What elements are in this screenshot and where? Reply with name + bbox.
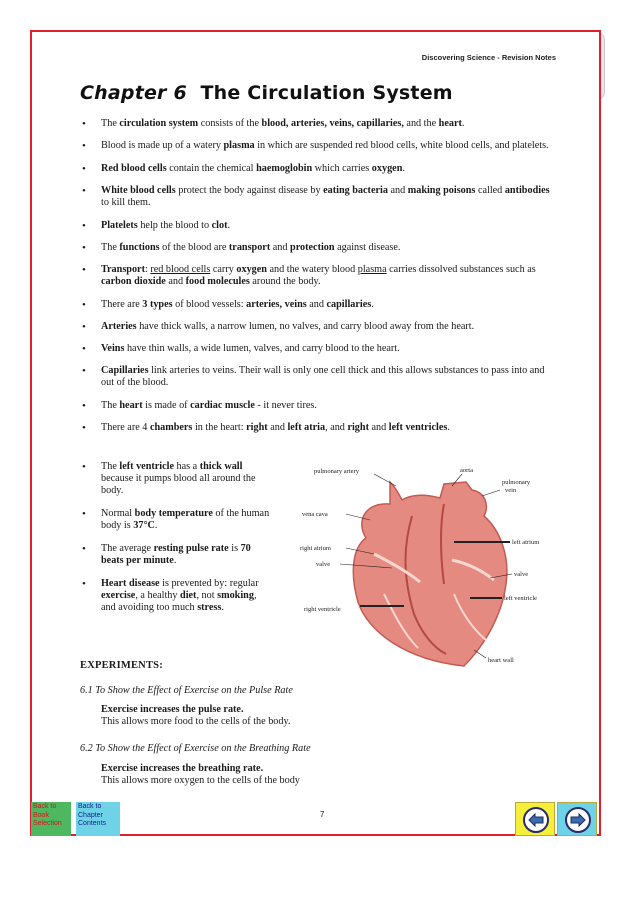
bullet-item-text: Capillaries <box>101 365 149 376</box>
side-bullet-item-text: has a <box>173 461 200 472</box>
next-page-button[interactable] <box>557 802 597 836</box>
bullet-item-text: left ventricles <box>388 422 448 433</box>
bullet-item-text: and <box>306 299 327 310</box>
bullet-item-text: protect the body against disease by <box>175 185 324 196</box>
side-bullet-item-text: The <box>101 461 120 472</box>
label-aorta: aorta <box>460 467 473 474</box>
forward-arrow-icon <box>564 806 592 834</box>
label-left-ventricle: left ventricle <box>504 595 538 602</box>
bullet-item-text: chambers <box>149 422 193 433</box>
bullet-item-text: have thick walls, a narrow lumen, no valves, and carry blood away from the heart. <box>136 321 475 332</box>
label-pulmonary-artery: pulmonary artery <box>314 468 359 475</box>
back-to-chapter-contents-button[interactable]: Back to Chapter Contents <box>76 802 120 836</box>
bullet-item-text: left atria <box>287 422 326 433</box>
bullet-item-text: food molecules <box>185 276 250 287</box>
bullet-item-text: and <box>270 242 291 253</box>
bullet-item-13 <box>82 422 552 434</box>
bullet-item-text: eating bacteria <box>323 185 388 196</box>
side-bullet-item-text: diet <box>180 590 197 601</box>
side-bullet-item-text: . <box>221 602 224 613</box>
chapter-name: The Circulation System <box>200 82 453 104</box>
experiment-body-2 <box>101 763 300 787</box>
bullet-item-text: of blood vessels: <box>172 299 247 310</box>
side-bullet-item-text: because it pumps blood all around the body. <box>101 473 256 496</box>
bullet-item-text: . <box>461 118 465 129</box>
bullet-item-4 <box>82 185 552 209</box>
label-heart-wall: heart wall <box>488 657 514 664</box>
heart-diagram <box>294 464 556 674</box>
bullet-item-text: and <box>387 185 408 196</box>
bullet-item-text: haemoglobin <box>256 163 313 174</box>
bullet-item-text: Platelets <box>101 220 138 231</box>
bullet-item-6 <box>82 242 552 254</box>
side-bullet-item-text: left ventricle <box>119 461 174 472</box>
bullet-item-text: cardiac muscle <box>190 400 255 411</box>
bullet-item-text: to kill them. <box>101 197 151 208</box>
previous-page-button[interactable] <box>515 802 555 836</box>
back-to-book-selection-button[interactable]: Back to Book Selection <box>31 802 71 836</box>
bullet-item-text: Arteries <box>101 321 137 332</box>
bullet-item-text: , and <box>325 422 348 433</box>
bullet-item-text: around the body. <box>249 276 321 287</box>
bullet-item-text: right <box>246 422 268 433</box>
side-bullet-item-text: 70 beats per minute <box>101 543 251 566</box>
bullet-item-text: functions <box>119 242 160 253</box>
bullet-item-text: heart <box>438 118 462 129</box>
bullet-item-text: : <box>144 264 151 275</box>
experiment-title-2: 6.2 To Show the Effect of Exercise on the Breathing Rate <box>80 743 311 754</box>
side-bullet-item-text: , a healthy <box>135 590 181 601</box>
bullet-item-text: heart <box>119 400 143 411</box>
side-bullet-item-text: is <box>228 543 241 554</box>
bullet-item-3 <box>82 163 552 175</box>
bullet-item-text: There are 4 <box>101 422 150 433</box>
side-bullet-item-text: , and avoiding too much <box>101 590 257 613</box>
bullet-item-text: The <box>101 118 120 129</box>
bullet-item-text: 3 types <box>142 299 173 310</box>
bullet-item-text: in which are suspended red blood cells, white blood cells, and platelets. <box>254 140 549 151</box>
bullet-item-text: oxygen <box>236 264 267 275</box>
bullet-item-text: red blood cells <box>150 264 211 275</box>
bullet-item-text: which carries <box>312 163 372 174</box>
side-bullet-item-text: is prevented by: regular <box>159 578 259 589</box>
label-left-atrium: left atrium <box>512 539 540 546</box>
side-bullet-item-1 <box>82 461 272 497</box>
bullet-item-text: clot <box>211 220 228 231</box>
bullet-item-text: and <box>267 422 288 433</box>
chapter-title <box>80 82 453 104</box>
side-bullet-item-text: thick wall <box>199 461 243 472</box>
bullet-item-text: and the watery blood <box>266 264 358 275</box>
experiment-result-1: Exercise increases the pulse rate. <box>101 704 244 715</box>
side-bullet-item-text: Normal <box>101 508 135 519</box>
experiment-body-1 <box>101 704 290 728</box>
label-valve-right: valve <box>514 571 529 578</box>
bullet-item-text: . <box>402 163 405 174</box>
bullet-item-text: help the blood to <box>137 220 212 231</box>
label-right-atrium: right atrium <box>300 545 331 552</box>
bullet-item-text: - it never tires. <box>254 400 317 411</box>
bullet-item-text: Red blood cells <box>101 163 167 174</box>
experiment-title-1: 6.1 To Show the Effect of Exercise on the Pulse Rate <box>80 685 293 696</box>
bullet-item-text: Blood is made up of a watery <box>101 140 224 151</box>
experiment-note-2: This allows more oxygen to the cells of the body <box>101 775 300 786</box>
bullet-item-5 <box>82 220 552 232</box>
bullet-item-7 <box>82 264 552 288</box>
bullet-item-text: The <box>101 242 120 253</box>
bullet-item-9 <box>82 321 552 333</box>
side-bullet-item-text: . <box>173 555 177 566</box>
bullet-item-text: There are <box>101 299 143 310</box>
bullet-item-text: capillaries <box>326 299 372 310</box>
bullet-item-text: and <box>165 276 186 287</box>
side-bullet-item-text: of the human body is <box>101 508 270 531</box>
bullet-item-text: have thin walls, a wide lumen, valves, and carry blood to the heart. <box>124 343 400 354</box>
side-bullet-item-4 <box>82 578 272 614</box>
main-bullet-list <box>82 118 552 444</box>
bullet-item-text: blood, arteries, veins, capillaries, <box>261 118 404 129</box>
bullet-item-text: right <box>347 422 369 433</box>
side-bullet-item-text: exercise <box>101 590 136 601</box>
side-bullet-item-text: stress <box>197 602 222 613</box>
bullet-item-text: plasma <box>223 140 255 151</box>
bullet-item-11 <box>82 365 552 389</box>
bullet-item-text: White blood cells <box>101 185 176 196</box>
chapter-number: Chapter 6 <box>80 82 187 104</box>
page-number: 7 <box>320 810 325 819</box>
side-bullet-item-3 <box>82 543 272 567</box>
bullet-item-2 <box>82 140 552 152</box>
side-bullet-item-text: The average <box>101 543 154 554</box>
bullet-item-text: in the heart: <box>192 422 247 433</box>
bullet-item-12 <box>82 400 552 412</box>
side-bullet-item-text: 37°C <box>133 520 155 531</box>
bullet-item-text: The <box>101 400 120 411</box>
bullet-item-10 <box>82 343 552 355</box>
bullet-item-text: carbon dioxide <box>101 276 166 287</box>
bullet-item-text: is made of <box>142 400 191 411</box>
side-bullet-item-text: resting pulse rate <box>153 543 229 554</box>
bullet-item-text: carries dissolved substances such as <box>386 264 536 275</box>
bullet-item-text: called <box>475 185 505 196</box>
bullet-item-text: and the <box>403 118 439 129</box>
bullet-item-text: transport <box>228 242 271 253</box>
experiments-heading: EXPERIMENTS: <box>80 660 163 671</box>
label-right-ventricle: right ventricle <box>304 606 341 613</box>
experiment-note-1: This allows more food to the cells of the body. <box>101 716 291 727</box>
bullet-item-text: of the blood are <box>159 242 229 253</box>
bullet-item-text: . <box>447 422 450 433</box>
bullet-item-text: link arteries to veins. Their wall is only one cell thick and this allows substances to pass into and out of the blood. <box>101 365 545 388</box>
bullet-item-text: protection <box>290 242 335 253</box>
bullet-item-8 <box>82 299 552 311</box>
bullet-item-text: against disease. <box>334 242 401 253</box>
bullet-item-text: contain the chemical <box>166 163 257 174</box>
experiment-result-2: Exercise increases the breathing rate. <box>101 763 264 774</box>
header-note: Discovering Science - Revision Notes <box>421 53 556 62</box>
bullet-item-text: . <box>227 220 231 231</box>
bullet-item-1 <box>82 118 552 130</box>
side-bullet-item-text: body temperature <box>134 508 213 519</box>
bullet-item-text: Transport <box>101 264 145 275</box>
label-vena-cava: vena cava <box>302 511 328 518</box>
bullet-item-text: circulation system <box>119 118 199 129</box>
side-bullet-item-2 <box>82 508 272 532</box>
side-bullet-item-text: smoking <box>217 590 254 601</box>
bullet-item-text: Veins <box>101 343 125 354</box>
bullet-item-text: and <box>368 422 389 433</box>
side-bullet-item-text: Heart disease <box>101 578 160 589</box>
bullet-item-text: antibodies <box>504 185 550 196</box>
bullet-item-text: arteries, veins <box>246 299 307 310</box>
bullet-item-text: carry <box>210 264 237 275</box>
side-bullet-item-text: , not <box>196 590 218 601</box>
bullet-item-text: . <box>371 299 374 310</box>
back-arrow-icon <box>522 806 550 834</box>
bullet-item-text: making poisons <box>407 185 476 196</box>
side-bullet-list <box>82 461 272 625</box>
bullet-item-text: consists of the <box>198 118 262 129</box>
label-valve-left: valve <box>316 561 331 568</box>
bullet-item-text: oxygen <box>371 163 403 174</box>
heart-diagram-svg <box>294 464 556 674</box>
bullet-item-text: plasma <box>357 264 387 275</box>
side-bullet-item-text: . <box>154 520 158 531</box>
label-pulmonary-vein: pulmonary vein <box>502 479 531 494</box>
